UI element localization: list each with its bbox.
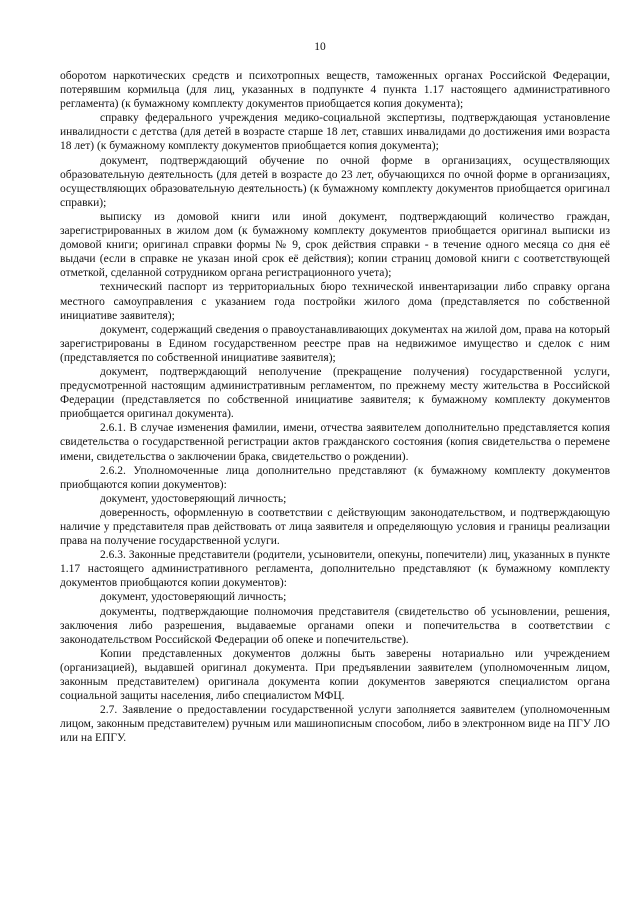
paragraph-2-6-3: 2.6.3. Законные представители (родители, усыновители, опекуны, попечители) лиц, указанных в пункте 1.17 настоящего административного регламента, дополнительно представляют (к бумажному комплекту документов приобщаются копии документов): (60, 549, 610, 590)
paragraph-non-receipt-document: документ, подтверждающий неполучение (прекращение получения) государственной услуги, предусмотренной настоящим административным регламентом, по прежнему месту жительства в Российской Федерации (представляется по собственной инициативе заявителя; к бумажному комплекту документов приобщается оригинал документа). (60, 365, 610, 421)
paragraph-copies-certification: Копии представленных документов должны быть заверены нотариально или учреждением (организацией), выдавшей оригинал документа. При предъявлении заявителем (уполномоченным лицом, законным представителем) оригинала документа копии документов заверяются специалистом органа социальной защиты населения, либо специалистом МФЦ. (60, 647, 610, 703)
paragraph-continuation: оборотом наркотических средств и психотропных веществ, таможенных органах Российской Федерации, потерявшим кормильца (для лиц, указанных в подпункте 4 пункта 1.17 настоящего административного регламента) (к бумажному комплекту документов приобщается копия документа); (60, 70, 610, 111)
paragraph-house-register-extract: выписку из домовой книги или иной документ, подтверждающий количество граждан, зарегистрированных в жилом дом (к бумажному комплекту документов приобщается оригинал выписки из домовой книги; оригинал справки формы № 9, срок действия справки - в течение одного месяца со дня её выдачи (если в справке не указан иной срок её действия); копии страниц домовой книги с соответствующей отметкой, сделанной сотрудником органа регистрационного учета); (60, 210, 610, 280)
paragraph-2-6-1: 2.6.1. В случае изменения фамилии, имени, отчества заявителем дополнительно представляется копия свидетельства о государственной регистрации актов гражданского состояния (копия свидетельства о перемене имени, свидетельства о заключении брака, свидетельство о рождении). (60, 422, 610, 463)
document-body (60, 69, 610, 746)
paragraph-2-6-2: 2.6.2. Уполномоченные лица дополнительно представляют (к бумажному комплекту документов приобщаются копии документов): (60, 464, 610, 491)
paragraph-education-document: документ, подтверждающий обучение по очной форме в организациях, осуществляющих образовательную деятельность (для детей в возрасте до 23 лет, обучающихся по очной форме в организациях, осуществляющих образовательную деятельность) (к бумажному комплекту документов приобщается оригинал справки); (60, 154, 610, 209)
paragraph-representative-authority: документы, подтверждающие полномочия представителя (свидетельство об усыновлении, решения, заключения либо разрешения, выдаваемые органами опеки и попечительства в соответствии с законодательством Российской Федерации об опеке и попечительстве). (60, 605, 610, 646)
paragraph-2-7: 2.7. Заявление о предоставлении государственной услуги заполняется заявителем (уполномоченным лицом, законным представителем) ручным или машинописным способом, либо в электронном виде на ПГУ ЛО или на ЕПГУ. (60, 704, 610, 745)
paragraph-identity-document: документ, удостоверяющий личность; (100, 492, 287, 505)
paragraph-disability-certificate: справку федерального учреждения медико-социальной экспертизы, подтверждающая установление инвалидности с детства (для детей в возрасте старше 18 лет, ставших инвалидами до достижения ими возраста 18 лет) (к бумажному комплекту документов приобщается копия документа); (60, 112, 610, 153)
paragraph-title-documents: документ, содержащий сведения о правоустанавливающих документах на жилой дом, права на который зарегистрированы в Едином государственном реестре прав на недвижимое имущество и сделок с ним (представляется по собственной инициативе заявителя); (60, 323, 610, 364)
page-number: 10 (314, 41, 326, 53)
paragraph-power-of-attorney: доверенность, оформленную в соответствии с действующим законодательством, и подтверждающую наличие у представителя прав действовать от лица заявителя и определяющую условия и границы реализации права на получение государственной услуги. (60, 506, 610, 548)
paragraph-technical-passport: технический паспорт из территориальных бюро технической инвентаризации либо справку органа местного самоуправления с указанием года постройки жилого дома (представляется по собственной инициативе заявителя); (60, 281, 610, 322)
paragraph-identity-document-2: документ, удостоверяющий личность; (100, 591, 287, 604)
